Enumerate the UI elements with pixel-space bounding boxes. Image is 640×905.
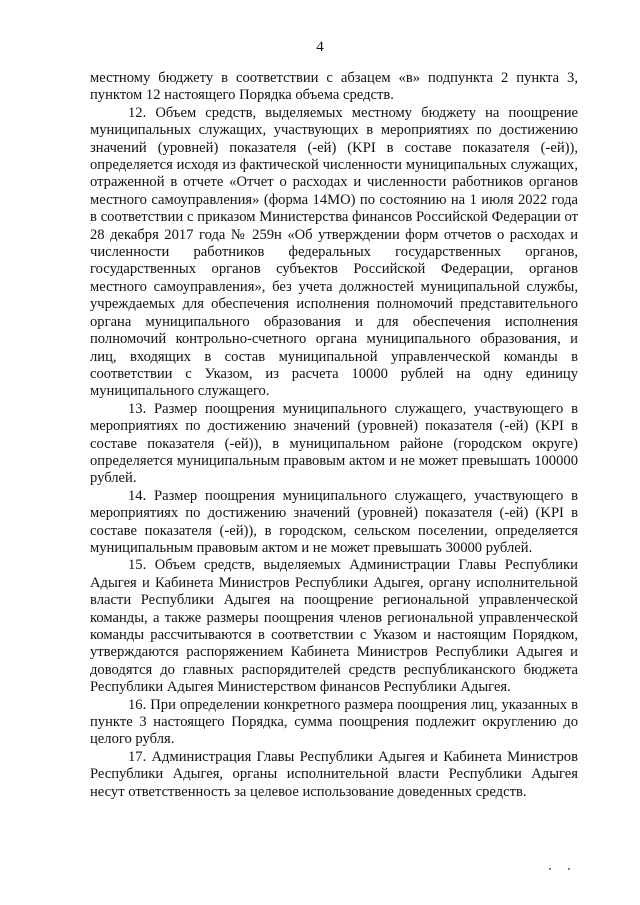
paragraph-16: 16. При определении конкретного размера поощрения лиц, указанных в пункте 3 настоящего Порядка, сумма поощрения подлежит округлению до целого рубля. xyxy=(90,696,578,748)
paragraph-13: 13. Размер поощрения муниципального служащего, участвующего в мероприятиях по достижению значений (уровней) показателя (-ей) (KPI в составе показателя (-ей)), в муниципальном районе (городском округе) определяется муниципальным правовым актом и не может превышать 100000 рублей. xyxy=(90,400,578,487)
page-number: 4 xyxy=(316,39,324,55)
scan-speck xyxy=(568,868,570,870)
paragraph-17: 17. Администрация Главы Республики Адыгея и Кабинета Министров Республики Адыгея, органы исполнительной власти Республики Адыгея несут ответственность за целевое использование доведенных средств. xyxy=(90,748,578,800)
paragraph-15: 15. Объем средств, выделяемых Администрации Главы Республики Адыгея и Кабинета Министров Республики Адыгея, органу исполнительной власти Республики Адыгея на поощрение региональной управленческой команды, а также размеры поощрения членов региональной управленческой команды рассчитываются в соответствии с Указом и настоящим Порядком, утверждаются распоряжением Кабинета Министров Республики Адыгея и доводятся до главных распорядителей средств республиканского бюджета Республики Адыгея Министерством финансов Республики Адыгея. xyxy=(90,557,578,696)
scan-speck xyxy=(549,868,551,870)
document-body xyxy=(90,70,578,801)
paragraph-continuation: местному бюджету в соответствии с абзацем «в» подпункта 2 пункта 3, пунктом 12 настоящего Порядка объема средств. xyxy=(90,70,578,104)
paragraph-14: 14. Размер поощрения муниципального служащего, участвующего в мероприятиях по достижению значений (уровней) показателя (-ей) (KPI в составе показателя (-ей)), в городском, сельском поселении, определяется муниципальным правовым актом и не может превышать 30000 рублей. xyxy=(90,487,578,556)
paragraph-12: 12. Объем средств, выделяемых местному бюджету на поощрение муниципальных служащих, участвующих в мероприятиях по достижению значений (уровней) показателя (-ей) (KPI в составе показателя (-ей)), определяется исходя из фактической численности муниципальных служащих, отраженной в отчете «Отчет о расходах и численности работников органов местного самоуправления» (форма 14МО) по состоянию на 1 июля 2022 года в соответствии с приказом Министерства финансов Российской Федерации от 28 декабря 2017 года № 259н «Об утверждении форм отчетов о расходах и численности работников федеральных государственных органов, государственных органов субъектов Российской Федерации, органов местного самоуправления», без учета должностей муниципальной службы, учреждаемых для обеспечения исполнения полномочий представительного органа муниципального образования и для обеспечения исполнения полномочий контрольно-счетного органа муниципального образования, и лиц, входящих в состав муниципальной управленческой команды в соответствии с Указом, из расчета 10000 рублей на одну единицу муниципального служащего. xyxy=(90,104,578,400)
